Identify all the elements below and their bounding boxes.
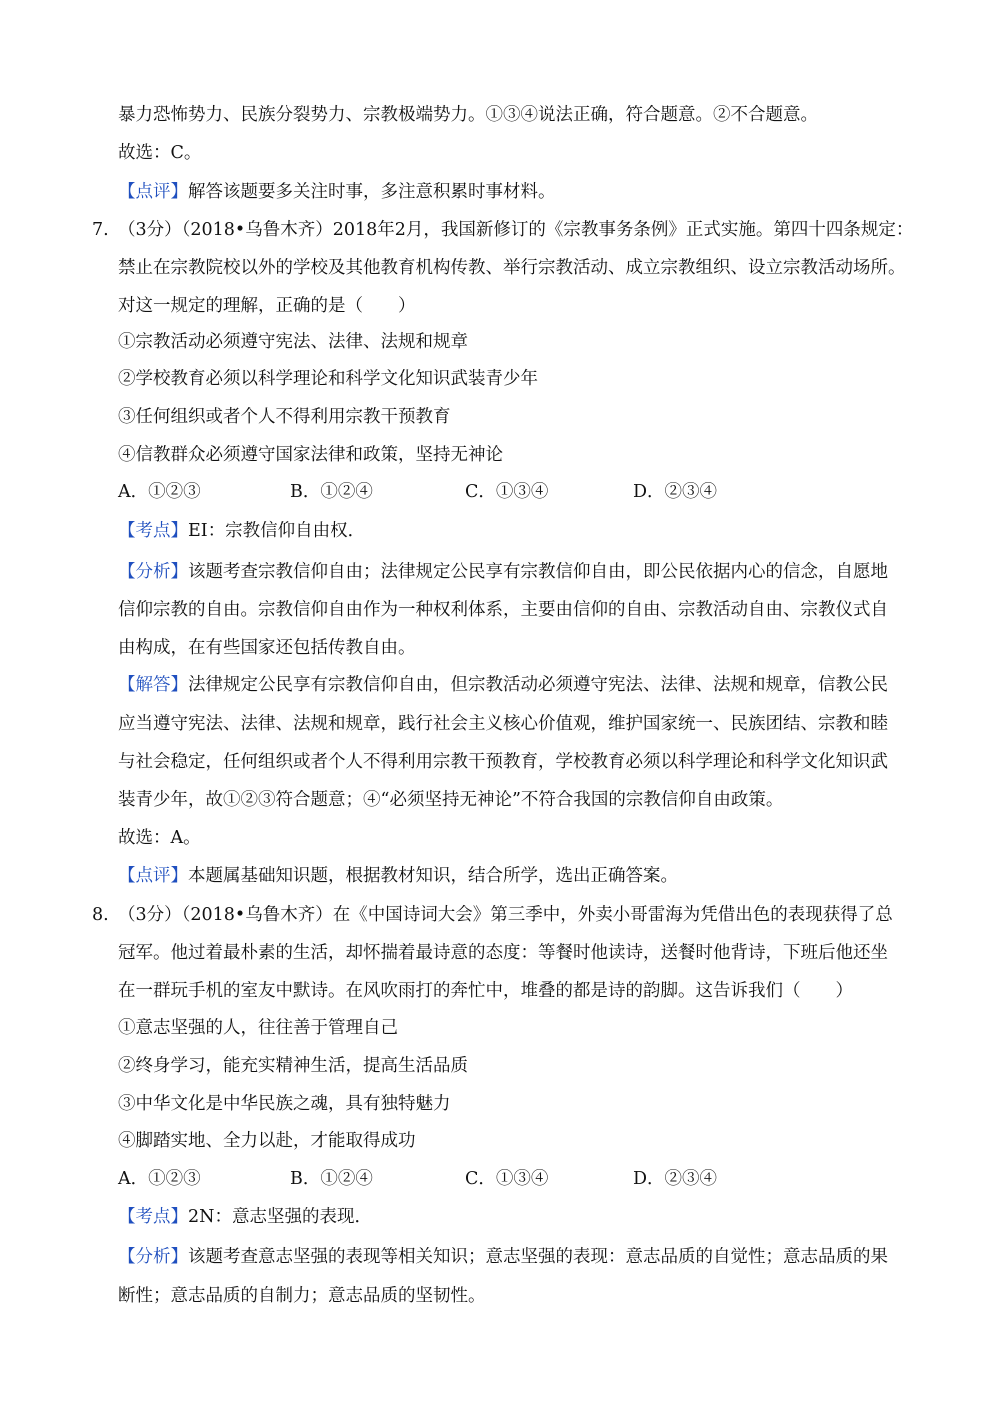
- solution-tag: 【解答】: [118, 675, 188, 695]
- q7-stem-line-3: 对这一规定的理解，正确的是（ ）: [118, 296, 416, 316]
- q7-item-1: ①宗教活动必须遵守宪法、法律、法规和规章: [118, 332, 468, 352]
- q7-option-d: D．②③④: [633, 482, 718, 502]
- q7-option-a: A．①②③: [118, 482, 201, 502]
- point-tag: 【考点】: [118, 1207, 188, 1227]
- q7-review: [118, 864, 678, 888]
- review-tag: 【点评】: [118, 182, 188, 202]
- q7-stem-line-2: 禁止在宗教院校以外的学校及其他教育机构传教、举行宗教活动、成立宗教组织、设立宗教活动场所。: [118, 258, 906, 278]
- point-tag: 【考点】: [118, 521, 188, 541]
- solution-text: 法律规定公民享有宗教信仰自由，但宗教活动必须遵守宪法、法律、法规和规章，信教公民: [188, 675, 888, 695]
- review-text: 解答该题要多关注时事，多注意积累时事材料。: [188, 182, 556, 202]
- q8-stem-line-1: （3分）（2018•乌鲁木齐）在《中国诗词大会》第三季中，外卖小哥雷海为凭借出色的表现获得了总: [118, 905, 893, 925]
- q8-option-d: D．②③④: [633, 1169, 718, 1189]
- q7-number: 7.: [92, 220, 109, 240]
- q8-option-b: B．①②④: [290, 1169, 373, 1189]
- q7-item-4: ④信教群众必须遵守国家法律和政策，坚持无神论: [118, 445, 503, 465]
- q8-item-2: ②终身学习，能充实精神生活，提高生活品质: [118, 1056, 468, 1076]
- q8-item-1: ①意志坚强的人，往往善于管理自己: [118, 1018, 398, 1038]
- q6-answer: 故选：C。: [118, 143, 202, 163]
- analysis-tag: 【分析】: [118, 1247, 188, 1267]
- point-text: EI：宗教信仰自由权．: [188, 521, 366, 541]
- q8-item-3: ③中华文化是中华民族之魂，具有独特魅力: [118, 1094, 451, 1114]
- q8-analysis-line-2: 断性；意志品质的自制力；意志品质的坚韧性。: [118, 1286, 486, 1306]
- analysis-tag: 【分析】: [118, 562, 188, 582]
- q7-stem-line-1: （3分）（2018•乌鲁木齐）2018年2月，我国新修订的《宗教事务条例》正式实施。第四十四条规定：: [118, 220, 914, 240]
- q8-analysis-line-1: [118, 1245, 888, 1269]
- q8-item-4: ④脚踏实地、全力以赴，才能取得成功: [118, 1131, 416, 1151]
- q8-stem-line-2: 冠军。他过着最朴素的生活，却怀揣着最诗意的态度：等餐时他读诗，送餐时他背诗，下班后他还坐: [118, 943, 888, 963]
- q7-answer: 故选：A。: [118, 828, 201, 848]
- q7-analysis-line-2: 信仰宗教的自由。宗教信仰自由作为一种权利体系，主要由信仰的自由、宗教活动自由、宗教仪式自: [118, 600, 888, 620]
- q7-solution-line-2: 应当遵守宪法、法律、法规和规章，践行社会主义核心价值观，维护国家统一、民族团结、宗教和睦: [118, 714, 888, 734]
- q7-analysis-line-3: 由构成，在有些国家还包括传教自由。: [118, 638, 416, 658]
- q7-item-2: ②学校教育必须以科学理论和科学文化知识武装青少年: [118, 369, 538, 389]
- review-text: 本题属基础知识题，根据教材知识，结合所学，选出正确答案。: [188, 866, 678, 886]
- q6-explanation-line: 暴力恐怖势力、民族分裂势力、宗教极端势力。①③④说法正确，符合题意。②不合题意。: [118, 105, 818, 125]
- q7-point: [118, 519, 365, 543]
- q7-solution-line-1: [118, 673, 888, 697]
- q8-number: 8.: [92, 905, 109, 925]
- q8-point: [118, 1205, 372, 1229]
- q7-option-b: B．①②④: [290, 482, 373, 502]
- q8-option-a: A．①②③: [118, 1169, 201, 1189]
- review-tag: 【点评】: [118, 866, 188, 886]
- q7-option-c: C．①③④: [465, 482, 549, 502]
- q6-review: [118, 180, 556, 204]
- q8-option-c: C．①③④: [465, 1169, 549, 1189]
- q7-solution-line-4: 装青少年，故①②③符合题意；④“必须坚持无神论”不符合我国的宗教信仰自由政策。: [118, 790, 784, 810]
- q7-analysis-line-1: [118, 560, 888, 584]
- q7-item-3: ③任何组织或者个人不得利用宗教干预教育: [118, 407, 451, 427]
- analysis-text: 该题考查意志坚强的表现等相关知识；意志坚强的表现：意志品质的自觉性；意志品质的果: [188, 1247, 888, 1267]
- q7-solution-line-3: 与社会稳定，任何组织或者个人不得利用宗教干预教育，学校教育必须以科学理论和科学文化知识武: [118, 752, 888, 772]
- analysis-text: 该题考查宗教信仰自由；法律规定公民享有宗教信仰自由，即公民依据内心的信念，自愿地: [188, 562, 888, 582]
- q8-stem-line-3: 在一群玩手机的室友中默诗。在风吹雨打的奔忙中，堆叠的都是诗的韵脚。这告诉我们（ ）: [118, 981, 853, 1001]
- point-text: 2N：意志坚强的表现．: [188, 1207, 372, 1227]
